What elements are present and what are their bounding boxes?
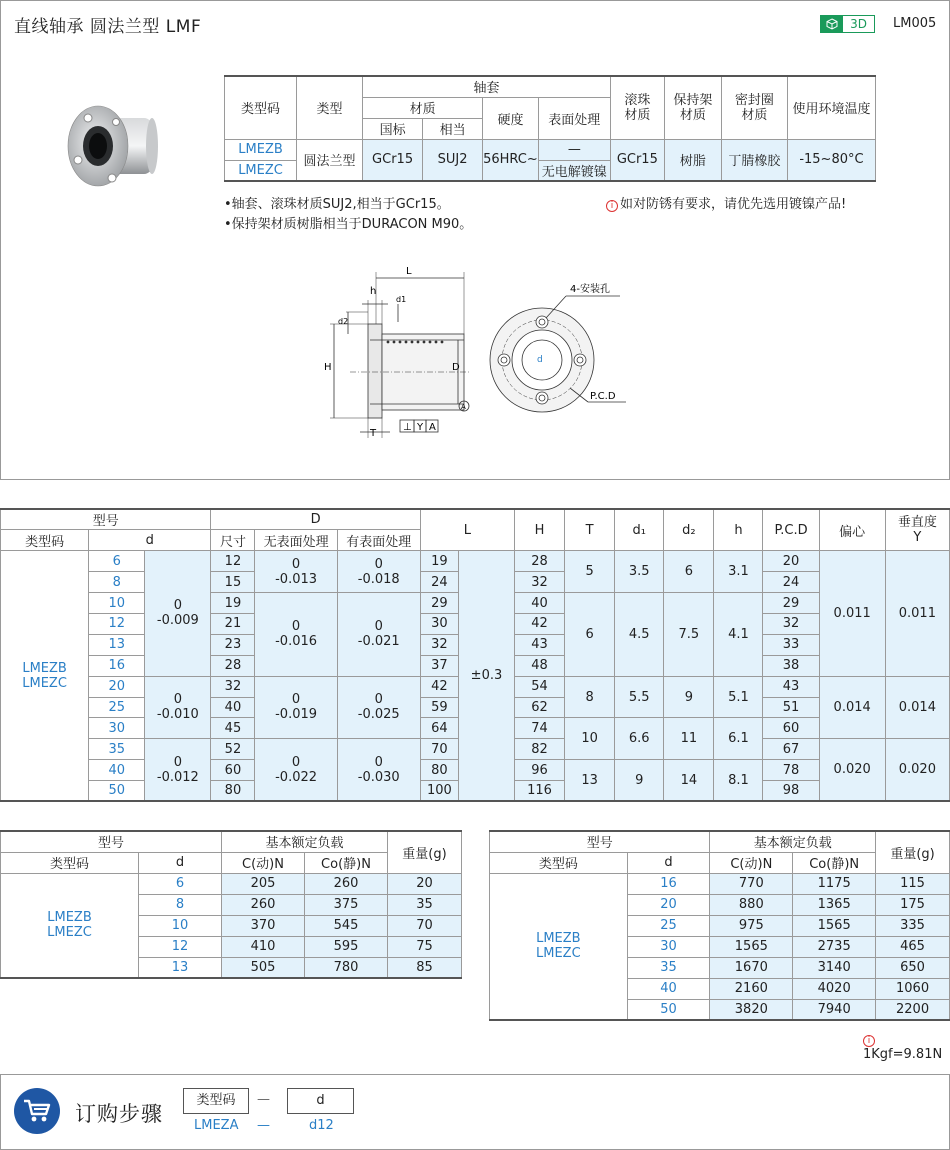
d1-cell: 3.5 (615, 551, 664, 593)
co-static-cell: 3140 (793, 957, 876, 978)
pcd-cell: 33 (763, 634, 819, 655)
co-static-cell: 1565 (793, 915, 876, 936)
th-d: d (627, 852, 710, 873)
D-with-surface-cell: 0 -0.021 (337, 593, 420, 677)
eccentricity-cell: 0.014 (819, 676, 885, 739)
weight-cell: 175 (876, 894, 950, 915)
d-cell[interactable]: 6 (139, 873, 222, 894)
order-example-dash: — (257, 1118, 270, 1133)
warning-note: i 如对防锈有要求，请优先选用镀镍产品! (606, 193, 846, 212)
equiv-value: SUJ2 (423, 139, 483, 181)
ball-value: GCr15 (610, 139, 664, 181)
th-weight: 重量(g) (876, 831, 950, 873)
D-with-surface-cell: 0 -0.018 (337, 551, 420, 593)
retainer-value: 树脂 (664, 139, 721, 181)
L-cell: 80 (420, 760, 458, 781)
d2-cell: 6 (664, 551, 714, 593)
th-d: d (139, 852, 222, 873)
D-no-surface-cell: 0 -0.022 (255, 739, 337, 802)
dimension-table (0, 508, 950, 802)
H-cell: 74 (515, 718, 565, 739)
h-cell: 3.1 (714, 551, 763, 593)
th-co-static: Co(静)N (305, 852, 388, 873)
d-cell[interactable]: 8 (139, 894, 222, 915)
order-box-type-code: 类型码 (183, 1088, 249, 1114)
d1-cell: 4.5 (615, 593, 664, 677)
d-tolerance-cell: 0 -0.012 (145, 739, 211, 802)
H-cell: 40 (515, 593, 565, 614)
type-value: 圆法兰型 (297, 139, 363, 181)
type-code-cell[interactable]: LMEZB LMEZC (490, 873, 628, 1020)
th-D: D (211, 509, 420, 530)
H-cell: 48 (515, 655, 565, 676)
D-size-cell: 60 (211, 760, 255, 781)
D-no-surface-cell: 0 -0.019 (255, 676, 337, 739)
pcd-cell: 67 (763, 739, 819, 760)
weight-cell: 35 (388, 894, 462, 915)
co-static-cell: 4020 (793, 978, 876, 999)
weight-cell: 465 (876, 936, 950, 957)
c-dynamic-cell: 505 (222, 957, 305, 978)
dim-D: D (452, 362, 460, 373)
th-pcd: P.C.D (763, 509, 819, 551)
order-example-d[interactable]: d12 (309, 1118, 334, 1133)
T-cell: 10 (565, 718, 615, 760)
load-table-left (0, 830, 462, 979)
th-with-surface: 有表面处理 (337, 530, 420, 551)
th-eccentricity: 偏心 (819, 509, 885, 551)
std-value: GCr15 (363, 139, 423, 181)
D-size-cell: 23 (211, 634, 255, 655)
L-tolerance-cell: ±0.3 (458, 551, 514, 802)
d-tolerance-cell: 0 -0.009 (145, 551, 211, 676)
d-cell[interactable]: 8 (89, 572, 145, 593)
hardness-value: 56HRC~ (483, 139, 539, 181)
weight-cell: 75 (388, 936, 462, 957)
co-static-cell: 2735 (793, 936, 876, 957)
co-static-cell: 260 (305, 873, 388, 894)
order-title: 订购步骤 (75, 1102, 163, 1126)
pcd-cell: 60 (763, 718, 819, 739)
th-type-code: 类型码 (1, 530, 89, 551)
th-rated-load: 基本额定负载 (222, 831, 388, 852)
pcd-cell: 98 (763, 781, 819, 802)
c-dynamic-cell: 410 (222, 936, 305, 957)
dim-H: H (324, 362, 332, 373)
d-cell[interactable]: 50 (89, 781, 145, 802)
weight-cell: 20 (388, 873, 462, 894)
perpendicularity-cell: 0.020 (885, 739, 949, 802)
tol-y: Y (417, 422, 424, 433)
c-dynamic-cell: 2160 (710, 978, 793, 999)
eccentricity-cell: 0.011 (819, 551, 885, 676)
c-dynamic-cell: 770 (710, 873, 793, 894)
H-cell: 116 (515, 781, 565, 802)
datum-A: A (461, 403, 466, 411)
L-cell: 100 (420, 781, 458, 802)
perpendicularity-cell: 0.014 (885, 676, 949, 739)
order-box-d: d (287, 1088, 354, 1114)
3d-model-button[interactable] (820, 15, 875, 33)
H-cell: 96 (515, 760, 565, 781)
d-cell[interactable]: 6 (89, 551, 145, 572)
H-cell: 54 (515, 676, 565, 697)
type-code-lmezb[interactable]: LMEZB (225, 139, 297, 160)
c-dynamic-cell: 1565 (710, 936, 793, 957)
th-H: H (515, 509, 565, 551)
D-size-cell: 40 (211, 697, 255, 718)
co-static-cell: 595 (305, 936, 388, 957)
d-cell[interactable]: 16 (89, 655, 145, 676)
th-d: d (89, 530, 211, 551)
co-static-cell: 1175 (793, 873, 876, 894)
seal-value: 丁腈橡胶 (721, 139, 787, 181)
D-with-surface-cell: 0 -0.030 (337, 739, 420, 802)
d-cell[interactable]: 35 (89, 739, 145, 760)
pcd-cell: 38 (763, 655, 819, 676)
weight-cell: 85 (388, 957, 462, 978)
d1-cell: 5.5 (615, 676, 664, 718)
d-cell[interactable]: 30 (89, 718, 145, 739)
d-tolerance-cell: 0 -0.010 (145, 676, 211, 739)
th-c-dynamic: C(动)N (222, 852, 305, 873)
weight-cell: 650 (876, 957, 950, 978)
dim-h: h (370, 286, 377, 297)
co-static-cell: 375 (305, 894, 388, 915)
c-dynamic-cell: 3820 (710, 999, 793, 1020)
th-surface: 表面处理 (538, 97, 610, 139)
L-cell: 24 (420, 572, 458, 593)
th-type-code: 类型码 (225, 76, 297, 139)
D-size-cell: 28 (211, 655, 255, 676)
weight-cell: 115 (876, 873, 950, 894)
co-static-cell: 1365 (793, 894, 876, 915)
th-material: 材质 (363, 97, 483, 118)
L-cell: 30 (420, 613, 458, 634)
d-cell[interactable]: 13 (139, 957, 222, 978)
type-code-lmezc[interactable]: LMEZC (225, 160, 297, 181)
D-no-surface-cell: 0 -0.016 (255, 593, 337, 677)
3d-label: 3D (850, 17, 867, 31)
d-cell[interactable]: 12 (89, 613, 145, 634)
D-size-cell: 15 (211, 572, 255, 593)
dim-d2: d2 (338, 317, 349, 326)
d2-cell: 11 (664, 718, 714, 760)
weight-cell: 2200 (876, 999, 950, 1020)
eccentricity-cell: 0.020 (819, 739, 885, 802)
d-cell[interactable]: 12 (139, 936, 222, 957)
d-cell[interactable]: 16 (627, 873, 710, 894)
cart-icon (14, 1088, 60, 1134)
D-size-cell: 12 (211, 551, 255, 572)
perpendicularity-cell: 0.011 (885, 551, 949, 676)
th-retainer-material: 保持架材质 (664, 76, 721, 139)
L-cell: 70 (420, 739, 458, 760)
tol-a: A (429, 422, 436, 433)
th-seal-material: 密封圈材质 (721, 76, 787, 139)
th-T: T (565, 509, 615, 551)
th-L: L (420, 509, 514, 551)
temp-value: -15~80°C (787, 139, 875, 181)
th-standard: 国标 (363, 118, 423, 139)
pcd-cell: 51 (763, 697, 819, 718)
L-cell: 37 (420, 655, 458, 676)
technical-drawing (320, 262, 640, 442)
th-h: h (714, 509, 763, 551)
th-no-surface: 无表面处理 (255, 530, 337, 551)
th-model: 型号 (490, 831, 710, 852)
th-type-code: 类型码 (490, 852, 628, 873)
D-size-cell: 80 (211, 781, 255, 802)
dim-T: T (370, 428, 377, 439)
H-cell: 42 (515, 613, 565, 634)
D-no-surface-cell: 0 -0.013 (255, 551, 337, 593)
load-table-right (489, 830, 950, 1021)
th-weight: 重量(g) (388, 831, 462, 873)
order-dash: — (257, 1092, 270, 1107)
pcd-cell: 32 (763, 613, 819, 634)
c-dynamic-cell: 975 (710, 915, 793, 936)
H-cell: 43 (515, 634, 565, 655)
product-photo (62, 98, 158, 196)
h-cell: 8.1 (714, 760, 763, 802)
weight-cell: 335 (876, 915, 950, 936)
table-row (490, 873, 950, 894)
th-co-static: Co(静)N (793, 852, 876, 873)
T-cell: 13 (565, 760, 615, 802)
h-cell: 5.1 (714, 676, 763, 718)
d-cell[interactable]: 25 (89, 697, 145, 718)
T-cell: 8 (565, 676, 615, 718)
th-equivalent: 相当 (423, 118, 483, 139)
holes-label: 4-安装孔 (570, 284, 610, 295)
weight-cell: 70 (388, 915, 462, 936)
d-cell[interactable]: 50 (627, 999, 710, 1020)
T-cell: 6 (565, 593, 615, 677)
th-c-dynamic: C(动)N (710, 852, 793, 873)
c-dynamic-cell: 880 (710, 894, 793, 915)
co-static-cell: 780 (305, 957, 388, 978)
co-static-cell: 545 (305, 915, 388, 936)
th-ball-material: 滚珠材质 (610, 76, 664, 139)
surface-none: — (538, 139, 610, 160)
d-cell[interactable]: 10 (89, 593, 145, 614)
pcd-cell: 43 (763, 676, 819, 697)
D-size-cell: 52 (211, 739, 255, 760)
d-cell[interactable]: 20 (89, 676, 145, 697)
info-icon: i (863, 1035, 875, 1047)
product-code: LM005 (893, 16, 937, 31)
L-cell: 32 (420, 634, 458, 655)
note-2: •保持架材质树脂相当于DURACON M90。 (224, 217, 473, 232)
d2-cell: 9 (664, 676, 714, 718)
th-rated-load: 基本额定负载 (710, 831, 876, 852)
d2-cell: 14 (664, 760, 714, 802)
d-cell[interactable]: 20 (627, 894, 710, 915)
d1-cell: 6.6 (615, 718, 664, 760)
th-d2: d₂ (664, 509, 714, 551)
th-hardness: 硬度 (483, 97, 539, 139)
material-table (224, 75, 876, 182)
D-size-cell: 45 (211, 718, 255, 739)
D-with-surface-cell: 0 -0.025 (337, 676, 420, 739)
type-code-cell[interactable]: LMEZB LMEZC (1, 873, 139, 978)
d2-cell: 7.5 (664, 593, 714, 677)
tol-perp-symbol: ⊥ (403, 422, 412, 433)
th-temperature: 使用环境温度 (787, 76, 875, 139)
c-dynamic-cell: 1670 (710, 957, 793, 978)
d-cell[interactable]: 40 (627, 978, 710, 999)
type-code-cell[interactable]: LMEZB LMEZC (1, 551, 89, 802)
h-cell: 6.1 (714, 718, 763, 760)
T-cell: 5 (565, 551, 615, 593)
th-model: 型号 (1, 831, 222, 852)
pcd-label: P.C.D (590, 391, 616, 402)
surface-nickel: 无电解镀镍 (538, 160, 610, 181)
dim-d1: d1 (396, 295, 407, 304)
pcd-cell: 78 (763, 760, 819, 781)
d-cell[interactable]: 30 (627, 936, 710, 957)
page-title: 直线轴承 圆法兰型 LMF (14, 17, 202, 37)
kgf-note: i1Kgf=9.81N (863, 1036, 943, 1062)
pcd-cell: 20 (763, 551, 819, 572)
table-row (1, 551, 950, 572)
d-cell[interactable]: 35 (627, 957, 710, 978)
L-cell: 59 (420, 697, 458, 718)
pcd-cell: 29 (763, 593, 819, 614)
d-cell[interactable]: 40 (89, 760, 145, 781)
H-cell: 82 (515, 739, 565, 760)
dim-L: L (406, 266, 412, 277)
th-d1: d₁ (615, 509, 664, 551)
cube-icon (821, 16, 843, 32)
th-sleeve: 轴套 (363, 76, 611, 97)
th-perpendicularity: 垂直度 Y (885, 509, 949, 551)
d-cell[interactable]: 25 (627, 915, 710, 936)
d1-cell: 9 (615, 760, 664, 802)
note-1: •轴套、滚珠材质SUJ2,相当于GCr15。 (224, 197, 450, 212)
co-static-cell: 7940 (793, 999, 876, 1020)
L-cell: 19 (420, 551, 458, 572)
th-model: 型号 (1, 509, 211, 530)
H-cell: 62 (515, 697, 565, 718)
th-size: 尺寸 (211, 530, 255, 551)
c-dynamic-cell: 205 (222, 873, 305, 894)
L-cell: 64 (420, 718, 458, 739)
D-size-cell: 21 (211, 613, 255, 634)
pcd-cell: 24 (763, 572, 819, 593)
order-example-type[interactable]: LMEZA (194, 1118, 239, 1133)
d-cell[interactable]: 13 (89, 634, 145, 655)
table-row (1, 873, 462, 894)
d-cell[interactable]: 10 (139, 915, 222, 936)
c-dynamic-cell: 370 (222, 915, 305, 936)
th-type: 类型 (297, 76, 363, 139)
c-dynamic-cell: 260 (222, 894, 305, 915)
front-d-label: d (537, 355, 543, 365)
H-cell: 28 (515, 551, 565, 572)
D-size-cell: 19 (211, 593, 255, 614)
th-type-code: 类型码 (1, 852, 139, 873)
D-size-cell: 32 (211, 676, 255, 697)
h-cell: 4.1 (714, 593, 763, 677)
L-cell: 29 (420, 593, 458, 614)
warning-icon: i (606, 200, 618, 212)
H-cell: 32 (515, 572, 565, 593)
weight-cell: 1060 (876, 978, 950, 999)
L-cell: 42 (420, 676, 458, 697)
